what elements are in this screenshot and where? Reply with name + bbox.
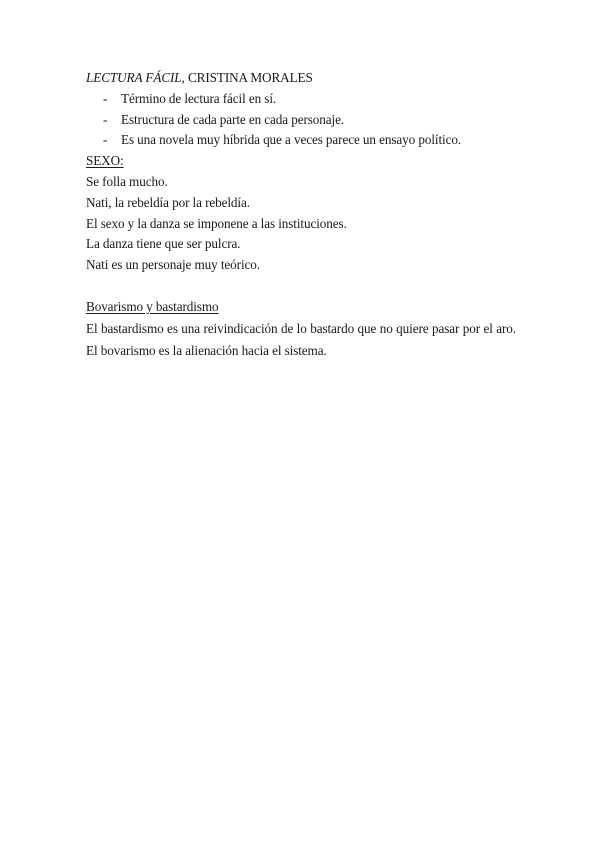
text-line: Nati, la rebeldía por la rebeldía. <box>86 194 250 210</box>
list-item-text: Estructura de cada parte en cada personaje. <box>121 111 345 127</box>
text-line: Se folla mucho. <box>86 173 168 189</box>
dash-bullet: - <box>103 90 108 106</box>
dash-bullet: - <box>103 132 108 148</box>
bullet-list <box>86 89 516 151</box>
author-name: , CRISTINA MORALES <box>181 70 313 85</box>
book-title: LECTURA FÁCIL <box>86 70 182 85</box>
list-item <box>86 110 516 131</box>
dash-bullet: - <box>103 111 108 127</box>
text-line: El sexo y la danza se imponene a las instituciones. <box>86 215 347 231</box>
section-heading-bovarismo: Bovarismo y bastardismo <box>86 298 219 314</box>
document-heading <box>86 68 516 89</box>
list-item-text: Término de lectura fácil en sí. <box>121 90 277 106</box>
section-heading-sexo: SEXO: <box>86 153 124 169</box>
list-item-text: Es una novela muy híbrida que a veces parece un ensayo político. <box>121 132 462 148</box>
paragraph: El bastardismo es una reivindicación de lo bastardo que no quiere pasar por el aro. El bovarismo es la alienación hacia el sistema. <box>86 320 516 359</box>
list-item <box>86 130 516 151</box>
text-line: Nati es un personaje muy teórico. <box>86 257 260 273</box>
text-line: La danza tiene que ser pulcra. <box>86 236 241 252</box>
document-content <box>86 68 516 363</box>
blank-line <box>86 276 516 297</box>
list-item <box>86 89 516 110</box>
